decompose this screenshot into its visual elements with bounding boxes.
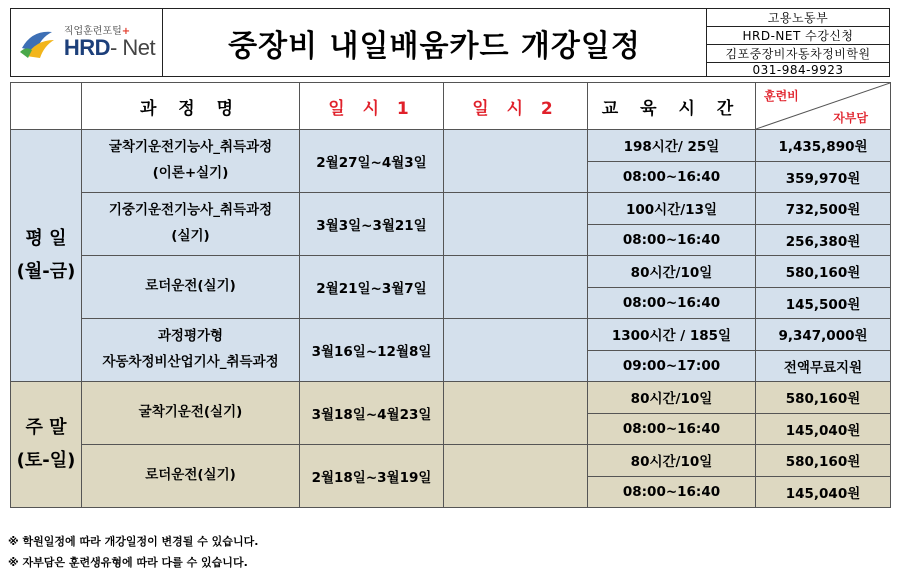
schedule-table bbox=[10, 82, 891, 508]
time-cell: 08:00~16:40 bbox=[588, 476, 756, 508]
date1-cell: 2월18일~3월19일 bbox=[300, 445, 444, 508]
phone-number[interactable]: 031-984-9923 bbox=[752, 63, 844, 77]
course-name: 과정평가형 자동차정비산업기사_취득과정 bbox=[82, 319, 300, 382]
fee-cell: 580,160원 bbox=[756, 256, 891, 288]
self-pay-cell: 전액무료지원 bbox=[756, 350, 891, 382]
time-cell: 08:00~16:40 bbox=[588, 224, 756, 256]
header-date2: 일 시 2 bbox=[444, 83, 588, 130]
course-name: 로더운전(실기) bbox=[82, 256, 300, 319]
header-date1: 일 시 1 bbox=[300, 83, 444, 130]
group-label-weekday: 평 일 (월-금) bbox=[11, 130, 82, 382]
date2-cell bbox=[444, 256, 588, 319]
logo-subtitle: 직업훈련포털+ bbox=[63, 25, 131, 37]
table-row bbox=[11, 130, 891, 162]
registration-label[interactable]: HRD-NET 수강신청 bbox=[707, 27, 889, 45]
note-schedule-change: ※ 학원일정에 따라 개강일정이 변경될 수 있습니다. bbox=[8, 535, 259, 548]
time-cell: 09:00~17:00 bbox=[588, 350, 756, 382]
table-row bbox=[11, 319, 891, 351]
date2-cell bbox=[444, 130, 588, 193]
contact-info bbox=[707, 9, 889, 76]
time-cell: 08:00~16:40 bbox=[588, 413, 756, 445]
hours-cell: 80시간/10일 bbox=[588, 445, 756, 477]
table-row bbox=[11, 445, 891, 477]
hrd-net-logo[interactable] bbox=[11, 9, 163, 76]
time-cell: 08:00~16:40 bbox=[588, 287, 756, 319]
fee-cell: 580,160원 bbox=[756, 445, 891, 477]
self-pay-cell: 256,380원 bbox=[756, 224, 891, 256]
group-label-weekend: 주 말 (토-일) bbox=[11, 382, 82, 508]
table-header-row bbox=[11, 83, 891, 130]
fee-cell: 9,347,000원 bbox=[756, 319, 891, 351]
header-blank-cell bbox=[11, 83, 82, 130]
self-pay-cell: 145,500원 bbox=[756, 287, 891, 319]
date2-cell bbox=[444, 445, 588, 508]
table-row bbox=[11, 256, 891, 288]
note-self-pay: ※ 자부담은 훈련생유형에 따라 다를 수 있습니다. bbox=[8, 556, 248, 569]
hrd-logo-icon bbox=[18, 26, 58, 60]
header-fee bbox=[756, 83, 891, 130]
date1-cell: 2월27일~4월3일 bbox=[300, 130, 444, 193]
self-pay-cell: 145,040원 bbox=[756, 476, 891, 508]
header-time: 교 육 시 간 bbox=[588, 83, 756, 130]
logo-text bbox=[64, 27, 155, 59]
hours-cell: 100시간/13일 bbox=[588, 193, 756, 225]
date1-cell: 3월3일~3월21일 bbox=[300, 193, 444, 256]
date1-cell: 3월16일~12월8일 bbox=[300, 319, 444, 382]
date1-cell: 2월21일~3월7일 bbox=[300, 256, 444, 319]
header-course: 과 정 명 bbox=[82, 83, 300, 130]
fee-cell: 580,160원 bbox=[756, 382, 891, 414]
date2-cell bbox=[444, 382, 588, 445]
page-title: 중장비 내일배움카드 개강일정 bbox=[163, 9, 707, 76]
hours-cell: 80시간/10일 bbox=[588, 382, 756, 414]
academy-name: 김포중장비자동차정비학원 bbox=[707, 45, 889, 63]
date1-cell: 3월18일~4월23일 bbox=[300, 382, 444, 445]
hours-cell: 80시간/10일 bbox=[588, 256, 756, 288]
course-name: 로더운전(실기) bbox=[82, 445, 300, 508]
header-self-label: 자부담 bbox=[833, 111, 868, 125]
ministry-label: 고용노동부 bbox=[707, 9, 889, 27]
header-fee-label: 훈련비 bbox=[764, 89, 799, 103]
time-cell: 08:00~16:40 bbox=[588, 161, 756, 193]
hours-cell: 198시간/ 25일 bbox=[588, 130, 756, 162]
fee-cell: 732,500원 bbox=[756, 193, 891, 225]
course-name: 굴착기운전(실기) bbox=[82, 382, 300, 445]
course-name: 굴착기운전기능사_취득과정 (이론+실기) bbox=[82, 130, 300, 193]
self-pay-cell: 359,970원 bbox=[756, 161, 891, 193]
table-row bbox=[11, 193, 891, 225]
table-row bbox=[11, 382, 891, 414]
fee-cell: 1,435,890원 bbox=[756, 130, 891, 162]
date2-cell bbox=[444, 319, 588, 382]
date2-cell bbox=[444, 193, 588, 256]
course-name: 기중기운전기능사_취득과정 (실기) bbox=[82, 193, 300, 256]
header-box bbox=[10, 8, 890, 77]
self-pay-cell: 145,040원 bbox=[756, 413, 891, 445]
hours-cell: 1300시간 / 185일 bbox=[588, 319, 756, 351]
logo-name: HRD- Net bbox=[63, 34, 156, 60]
footer-notes bbox=[8, 531, 258, 573]
